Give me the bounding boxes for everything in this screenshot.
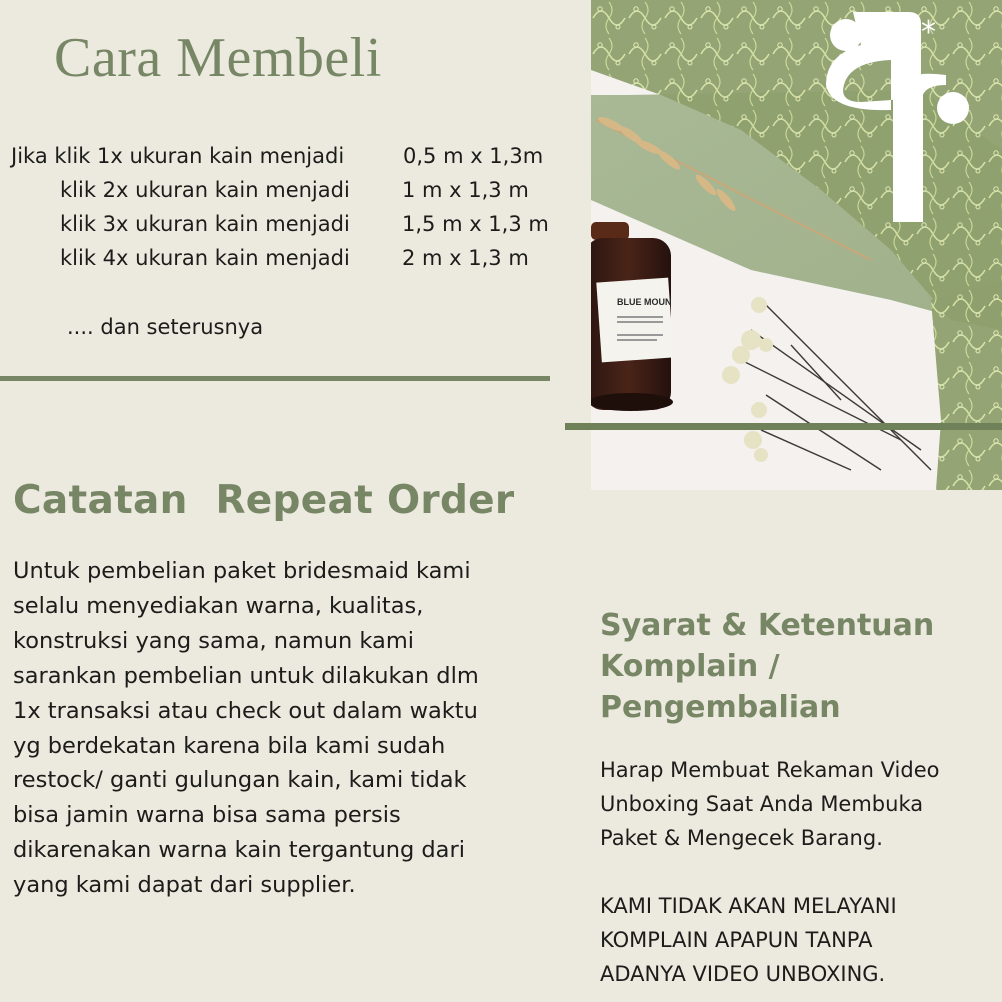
- body-line: Unboxing Saat Anda Membuka: [600, 792, 924, 816]
- size-guide-continuation: .... dan seterusnya: [67, 315, 264, 339]
- body-line: Harap Membuat Rekaman Video: [600, 758, 940, 782]
- size-row-value: 2 m x 1,3 m: [402, 246, 529, 270]
- size-row: [11, 139, 571, 173]
- repeat-order-body: [13, 554, 553, 903]
- heading-line: Komplain /: [600, 649, 780, 684]
- svg-text:BLUE MOUN: BLUE MOUN: [617, 297, 672, 307]
- body-line: bisa jamin warna bisa sama persis: [13, 802, 401, 829]
- bottle-icon: [591, 222, 674, 411]
- section-divider: [565, 423, 1002, 430]
- size-row: [11, 241, 571, 275]
- svg-text:*: *: [921, 15, 936, 50]
- size-guide: [11, 139, 571, 275]
- body-line: Untuk pembelian paket bridesmaid kami: [13, 558, 471, 584]
- terms-warning: [600, 889, 897, 991]
- size-row-value: 1 m x 1,3 m: [402, 178, 529, 202]
- product-photo: [591, 0, 1002, 490]
- body-line: yang kami dapat dari supplier.: [13, 872, 356, 899]
- size-row-label: Jika klik 1x ukuran kain menjadi: [11, 144, 345, 168]
- warning-line: KAMI TIDAK AKAN MELAYANI: [600, 894, 897, 918]
- body-line: selalu menyediakan warna, kualitas,: [13, 592, 424, 619]
- repeat-order-heading: Catatan Repeat Order: [13, 478, 515, 523]
- warning-line: ADANYA VIDEO UNBOXING.: [600, 962, 886, 986]
- terms-heading: [600, 605, 934, 728]
- size-row-label: klik 4x ukuran kain menjadi: [60, 246, 350, 270]
- page-title: Cara Membeli: [54, 27, 382, 89]
- body-line: konstruksi yang sama, namun kami: [13, 627, 415, 654]
- size-row-label: klik 2x ukuran kain menjadi: [60, 178, 350, 202]
- terms-body: [600, 753, 939, 855]
- body-line: dikarenakan warna kain tergantung dari: [13, 837, 465, 864]
- body-line: sarankan pembelian untuk dilakukan dlm: [13, 662, 479, 689]
- size-row: [11, 207, 571, 241]
- body-line: Paket & Mengecek Barang.: [600, 826, 883, 850]
- body-line: yg berdekatan karena bila kami sudah: [13, 732, 446, 759]
- fabric-photo-illustration: [591, 0, 1002, 490]
- size-row: [11, 173, 571, 207]
- section-divider: [0, 376, 550, 381]
- body-line: 1x transaksi atau check out dalam waktu: [13, 697, 478, 724]
- size-row-value: 1,5 m x 1,3 m: [402, 212, 549, 236]
- heading-line: Pengembalian: [600, 690, 841, 725]
- size-row-value: 0,5 m x 1,3m: [403, 144, 544, 168]
- size-row-label: klik 3x ukuran kain menjadi: [60, 212, 350, 236]
- heading-line: Syarat & Ketentuan: [600, 608, 935, 643]
- body-line: restock/ ganti gulungan kain, kami tidak: [13, 767, 467, 794]
- warning-line: KOMPLAIN APAPUN TANPA: [600, 928, 873, 952]
